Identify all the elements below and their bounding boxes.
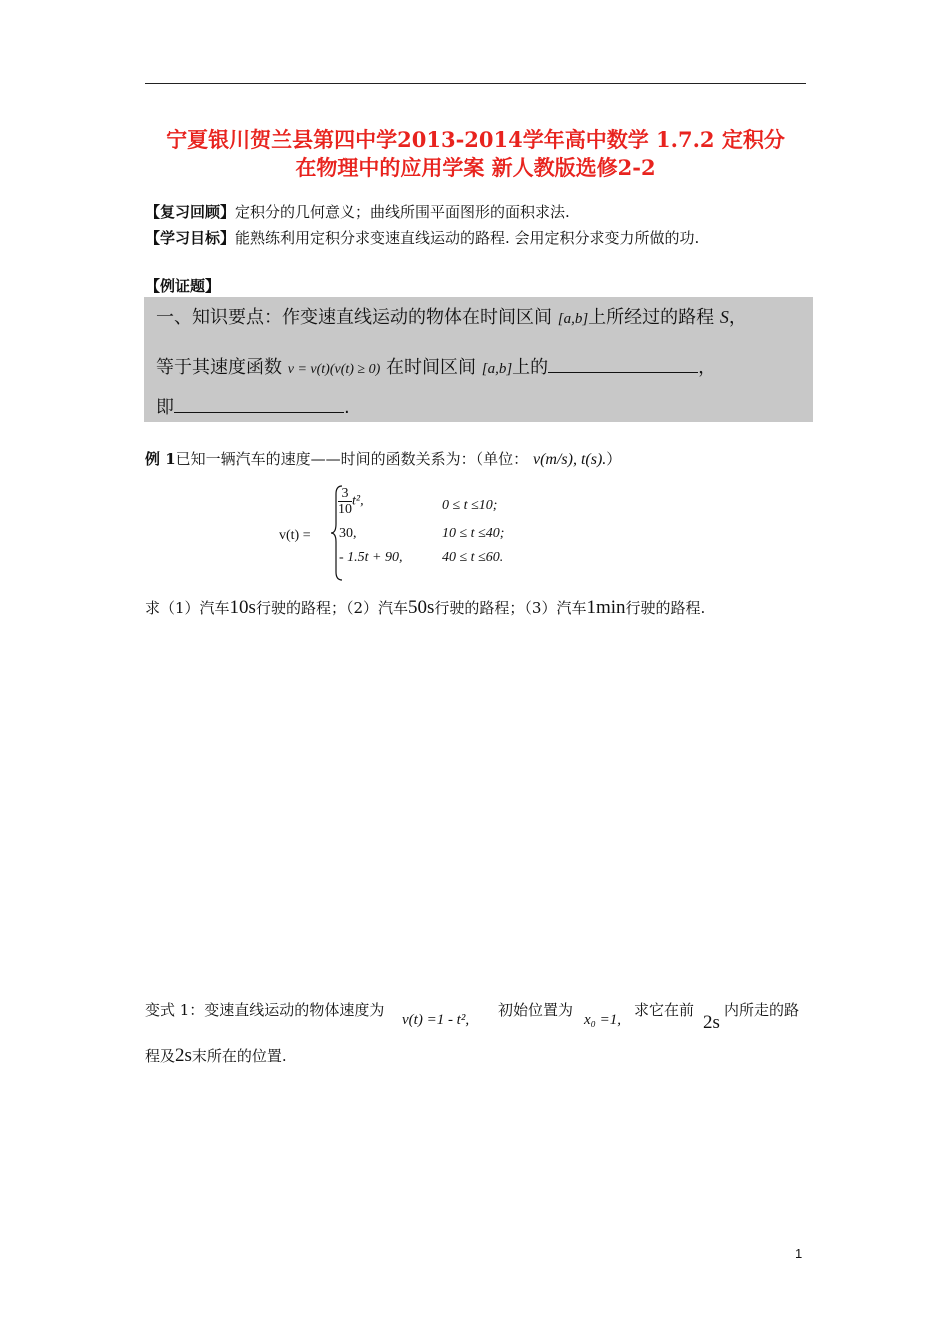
example-1-label: 例 1 <box>145 450 176 468</box>
knowledge-text: 一、知识要点：作变速直线运动的物体在时间区间 <box>156 307 552 328</box>
velocity-function: v = v(t)(v(t) ≥ 0) <box>287 362 381 377</box>
variant-text: 程及 <box>145 1047 176 1065</box>
knowledge-box <box>144 297 813 422</box>
question-text: 行驶的路程；（3）汽车 <box>434 599 587 617</box>
piece-3-condition: 40 ≤ t ≤60. <box>442 550 504 565</box>
question-text: 行驶的路程；（2）汽车 <box>255 599 408 617</box>
knowledge-line-2 <box>156 353 716 379</box>
goal-line <box>145 228 699 248</box>
example-1-intro <box>145 449 621 470</box>
fraction-denominator: 10 <box>338 502 352 517</box>
review-label: 【复习回顾】 <box>145 203 236 221</box>
example-1-text: 已知一辆汽车的速度——时间的函数关系为：（单位： <box>175 450 529 468</box>
piece-1 <box>338 486 364 517</box>
q2-value: 50s <box>408 597 435 618</box>
page-title-line-2: 在物理中的应用学案 新人教版选修2-2 <box>295 155 656 180</box>
piece-3-expr: - 1.5t + 90, <box>339 550 403 565</box>
example-1-questions <box>145 598 705 618</box>
variant-1-text-a: 变式 1：变速直线运动的物体速度为 <box>145 1001 385 1019</box>
piece-2-condition: 10 ≤ t ≤40; <box>442 526 505 541</box>
variant-1-velocity: v(t) =1 - t², <box>402 1012 470 1028</box>
page-title-line-1: 宁夏银川贺兰县第四中学2013-2014学年高中数学 1.7.2 定积分 <box>166 127 785 152</box>
piece-1-expr: t², <box>352 493 364 509</box>
variant-1-time-2: 2s <box>175 1045 192 1066</box>
knowledge-text: 上所经过的路程 <box>588 307 715 328</box>
fill-blank-2[interactable] <box>174 398 344 413</box>
review-text: 定积分的几何意义；曲线所围平面图形的面积求法. <box>235 203 570 221</box>
knowledge-text: 上的 <box>512 357 549 378</box>
piecewise-lhs: v(t) = <box>279 528 311 543</box>
review-line <box>145 202 570 222</box>
variant-1-x0: x₀ =1, <box>584 1012 621 1028</box>
variant-1-text-b: 初始位置为 <box>498 1001 574 1019</box>
knowledge-line-3 <box>156 393 350 419</box>
fill-blank-1[interactable] <box>548 358 698 373</box>
question-text: 行驶的路程. <box>625 599 706 617</box>
knowledge-text: 即 <box>156 397 174 418</box>
variant-1-time: 2s <box>703 1012 720 1033</box>
variant-1-text-c: 求它在前 <box>634 1001 695 1019</box>
fraction <box>338 486 352 517</box>
knowledge-text: 等于其速度函数 <box>156 357 282 378</box>
examples-heading: 【例证题】 <box>145 277 221 295</box>
q1-value: 10s <box>229 597 256 618</box>
header-rule <box>145 83 806 84</box>
page-number: 1 <box>795 1246 803 1261</box>
goal-label: 【学习目标】 <box>145 229 236 247</box>
example-1-units: v(m/s), t(s). <box>532 451 607 468</box>
question-text: 求（1）汽车 <box>145 599 230 617</box>
piece-1-condition: 0 ≤ t ≤10; <box>442 498 498 513</box>
variant-1-line-2 <box>145 1046 287 1066</box>
knowledge-text: ， <box>728 307 747 328</box>
interval-ab: [a,b] <box>481 361 513 377</box>
piece-2-expr: 30, <box>339 526 357 541</box>
knowledge-text: . <box>344 397 350 418</box>
distance-symbol: S <box>719 307 729 327</box>
goal-text: 能熟练利用定积分求变速直线运动的路程. 会用定积分求变力所做的功. <box>235 229 700 247</box>
variant-1-text-d: 内所走的路 <box>724 1001 800 1019</box>
knowledge-text: 在时间区间 <box>386 357 476 378</box>
example-1-text: ） <box>606 450 622 468</box>
fraction-numerator: 3 <box>338 486 352 502</box>
q3-value: 1min <box>586 597 626 618</box>
variant-text: 末所在的位置. <box>191 1047 287 1065</box>
knowledge-line-1 <box>156 303 747 329</box>
knowledge-text: ， <box>698 357 717 378</box>
interval-ab: [a,b] <box>557 311 589 327</box>
